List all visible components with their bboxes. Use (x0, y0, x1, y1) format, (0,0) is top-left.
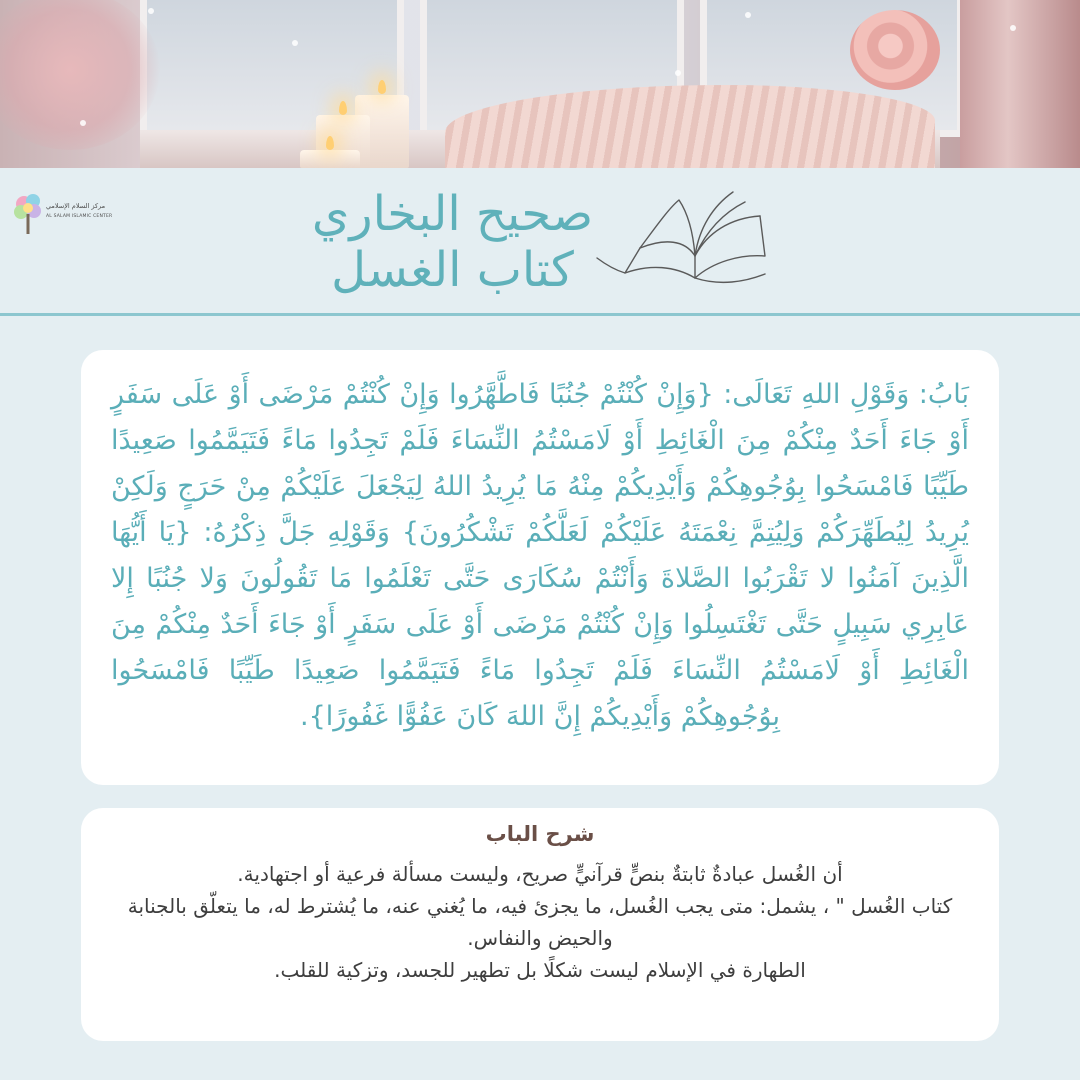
candle-flame (378, 80, 386, 94)
bokeh-light (80, 120, 86, 126)
explanation-line: الطهارة في الإسلام ليست شكلًا بل تطهير للجسد، وتزكية للقلب. (274, 958, 806, 982)
verse-paragraph: بَابُ: وَقَوْلِ اللهِ تَعَالَى: {وَإِنْ كُنْتُمْ جُنُبًا فَاطَّهَّرُوا وَإِنْ كُنْتُمْ مَرْضَى أَوْ عَلَى سَفَرٍ أَوْ جَاءَ أَحَدٌ مِنْكُمْ مِنَ الْغَائِطِ أَوْ لَامَسْتُمُ النِّسَاءَ فَلَمْ تَجِدُوا مَاءً فَتَيَمَّمُوا صَعِيدًا طَيِّبًا فَامْسَحُوا بِوُجُوهِكُمْ وَأَيْدِيكُمْ مِنْهُ مَا يُرِيدُ اللهُ لِيَجْعَلَ عَلَيْكُمْ مِنْ حَرَجٍ وَلَكِنْ يُرِيدُ لِيُطَهِّرَكُمْ وَلِيُتِمَّ نِعْمَتَهُ عَلَيْكُمْ لَعَلَّكُمْ تَشْكُرُونَ} وَقَوْلِهِ جَلَّ ذِكْرُهُ: {يَا أَيُّهَا الَّذِينَ آمَنُوا لا تَقْرَبُوا الصَّلاةَ وَأَنْتُمْ سُكَارَى حَتَّى تَعْلَمُوا مَا تَقُولُونَ وَلا جُنُبًا إِلا عَابِرِي سَبِيلٍ حَتَّى تَغْتَسِلُوا وَإِنْ كُنْتُمْ مَرْضَى أَوْ عَلَى سَفَرٍ أَوْ جَاءَ أَحَدٌ مِنْكُمْ مِنَ الْغَائِطِ أَوْ لَامَسْتُمُ النِّسَاءَ فَلَمْ تَجِدُوا مَاءً فَتَيَمَّمُوا صَعِيدًا طَيِّبًا فَامْسَحُوا بِوُجُوهِكُمْ وَأَيْدِيكُمْ إِنَّ اللهَ كَانَ عَفُوًّا غَفُورًا}. (111, 379, 969, 732)
explanation-card (81, 808, 999, 1041)
bokeh-light (675, 70, 681, 76)
logo-arabic-text: مركز السلام الإسلامي (46, 202, 106, 210)
logo-english-text: AL SALAM ISLAMIC CENTER (46, 214, 113, 219)
verse-text (111, 372, 969, 740)
open-book-line-icon (595, 178, 775, 293)
chapter-title: كتاب الغسل (331, 242, 574, 298)
bokeh-light (148, 8, 154, 14)
candle-flame (326, 136, 334, 150)
verse-card (81, 350, 999, 785)
bokeh-light (292, 40, 298, 46)
curtain (960, 0, 1080, 168)
explanation-title: شرح الباب (485, 822, 595, 846)
tree-logo-icon (12, 192, 46, 238)
pink-rose (850, 10, 940, 90)
explanation-line: كتاب الغُسل " ، يشمل: متى يجب الغُسل، ما يجزئ فيه، ما يُغني عنه، ما يُشترط له، ما يتعلّق بالجنابة والحيض والنفاس. (127, 894, 953, 950)
candle-flame (339, 101, 347, 115)
explanation-body (121, 858, 959, 986)
blurred-flowers (0, 0, 160, 150)
candle (300, 150, 360, 168)
center-logo (12, 190, 112, 245)
book-title: صحيح البخاري (311, 186, 594, 242)
title-header (0, 168, 1080, 316)
header-photo-banner (0, 0, 1080, 168)
explanation-line: أن الغُسل عبادةٌ ثابتةٌ بنصٍّ قرآنيٍّ صريح، وليست مسألة فرعية أو اجتهادية. (237, 862, 843, 886)
bokeh-light (745, 12, 751, 18)
bokeh-light (1010, 25, 1016, 31)
